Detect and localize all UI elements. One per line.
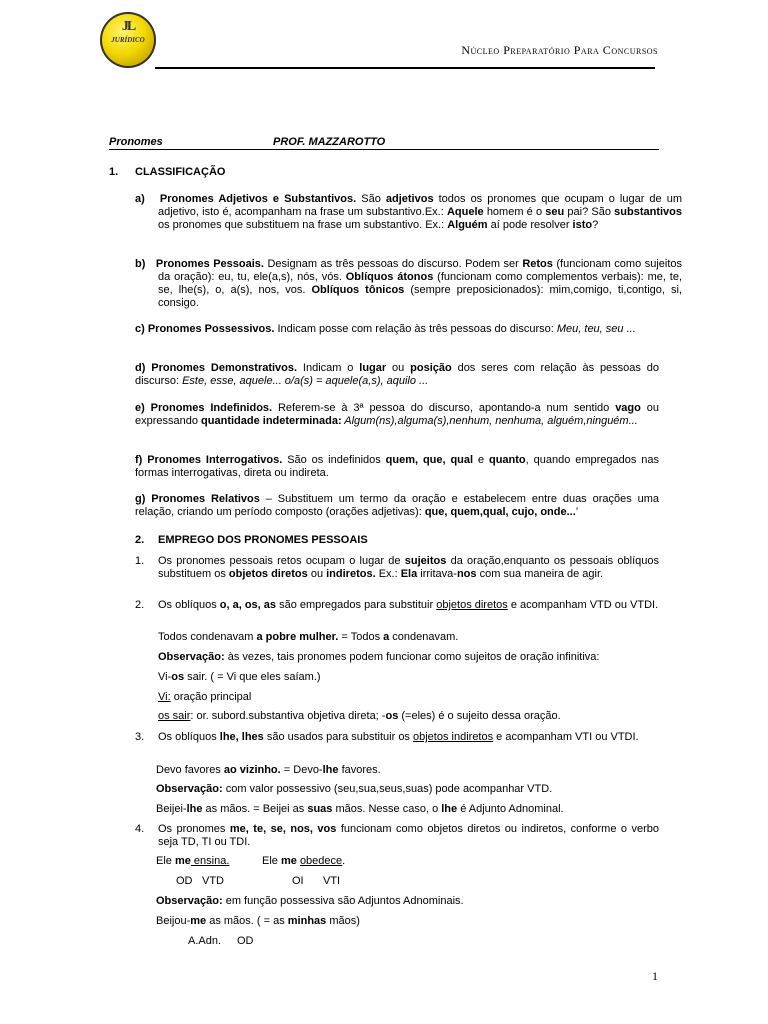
text: aí pode resolver — [487, 219, 573, 231]
explanation-line — [158, 710, 561, 723]
italic-text: Meu, teu, seu ... — [556, 323, 636, 335]
subject-topic: Pronomes — [109, 136, 163, 148]
bold-text: Oblíquos tônicos — [311, 284, 405, 296]
text: Vi- — [158, 671, 172, 683]
subject-divider — [109, 149, 659, 150]
bold-text: nos — [456, 568, 477, 580]
text: Os pronomes — [158, 823, 230, 835]
list-item-4 — [158, 823, 659, 849]
text: ou — [386, 362, 411, 374]
italic-text: Este, esse, aquele... o/a(s) = aquele(a,s), aquilo ... — [182, 375, 429, 387]
item-e — [135, 402, 659, 428]
text: – Substituem um termo da oração e estabelecem entre duas orações uma relação, criando um período composto (orações adjetivas): — [135, 493, 660, 518]
list-number-2: 2. — [135, 599, 145, 611]
text: (funcionam como complementos verbais): me, te, se, lhe(s), o, a(s), nos, vos. — [158, 271, 682, 296]
bold-text: me — [174, 855, 191, 867]
text: e — [473, 454, 489, 466]
text: dos seres com relação às pessoas do discurso: — [135, 362, 659, 387]
item-c — [135, 323, 659, 336]
bold-text: lhe, lhes — [219, 731, 264, 743]
text: as mãos. ( = as — [206, 915, 288, 927]
item-a — [135, 193, 682, 232]
bold-text: quanto — [488, 454, 526, 466]
text: . — [342, 855, 346, 867]
bold-text: Aquele — [446, 206, 484, 218]
text: mãos) — [326, 915, 360, 927]
syntax-label: OD — [176, 875, 193, 887]
bold-text: objetos diretos — [228, 568, 308, 580]
logo-text: JURÍDICO — [111, 36, 145, 44]
item-f — [135, 454, 659, 480]
example-line — [156, 764, 381, 777]
explanation-line — [158, 691, 251, 704]
item-g-heading: g) Pronomes Relativos — [135, 493, 260, 505]
text: (funcionam como sujeitos da oração): eu, tu, ele(a,s), nós, vós. — [158, 258, 683, 283]
item-f-heading: f) Pronomes Interrogativos. — [135, 454, 283, 466]
text: Ex.: — [375, 568, 401, 580]
text: = Devo- — [280, 764, 323, 776]
text: Referem-se à 3ª pessoa do discurso, apontando-a num sentido — [272, 402, 616, 414]
observation-label: Observação: — [156, 895, 223, 907]
text: Indicam posse com relação às três pessoas do discurso: — [274, 323, 557, 335]
item-a-label: a) — [135, 193, 145, 205]
example-line — [156, 803, 564, 816]
bold-text: sujeitos — [404, 555, 447, 567]
bold-text: a — [383, 631, 390, 643]
observation-line — [156, 895, 464, 908]
bold-text: posição — [410, 362, 452, 374]
list-number-4: 4. — [135, 823, 145, 835]
text: favores. — [338, 764, 381, 776]
bold-text: quem, que, qual — [385, 454, 474, 466]
italic-text: Algum(ns),alguma(s),nenhum, nenhuma, alguém,ninguém... — [341, 415, 638, 427]
bold-text: lhe — [186, 803, 203, 815]
text: com sua maneira de agir. — [476, 568, 604, 580]
text: é Adjunto Adnominal. — [457, 803, 564, 815]
text: são empregados para substituir — [276, 599, 437, 611]
text: funcionam como objetos diretos ou indiretos, conforme o verbo seja TD, TI ou TDI. — [158, 823, 659, 848]
text: da oração,enquanto os pessoais oblíquos substituem os — [158, 555, 659, 580]
text: em função possessiva são Adjuntos Adnominais. — [222, 895, 464, 907]
underlined-text: ensina. — [190, 855, 230, 867]
text: São os indefinidos — [282, 454, 386, 466]
bold-text: isto — [572, 219, 593, 231]
observation-label: Observação: — [156, 783, 223, 795]
text: sair. ( = Vi que eles saíam.) — [184, 671, 321, 683]
list-item-1 — [158, 555, 659, 581]
text: Beijou- — [156, 915, 191, 927]
syntax-label: VTD — [202, 875, 224, 887]
bold-text: lugar — [359, 362, 387, 374]
text: ’ — [575, 506, 579, 518]
text: às vezes, tais pronomes podem funcionar como sujeitos de oração infinitiva: — [224, 651, 600, 663]
text: : or. subord.substantiva objetiva direta; - — [190, 710, 386, 722]
bold-text: Ela — [400, 568, 418, 580]
bold-text: me, te, se, nos, vos — [229, 823, 337, 835]
text: Todos condenavam — [158, 631, 257, 643]
text: com valor possessivo (seu,sua,seus,suas) pode acompanhar VTD. — [222, 783, 553, 795]
item-g — [135, 493, 659, 519]
list-item-3 — [158, 731, 659, 744]
item-c-heading: c) Pronomes Possessivos. — [135, 323, 275, 335]
section1-title: CLASSIFICAÇÃO — [135, 166, 226, 178]
text: e acompanham VTD ou VTDI. — [507, 599, 659, 611]
text: Os pronomes pessoais retos ocupam o lugar de — [158, 555, 405, 567]
bold-text: ao vizinho. — [223, 764, 281, 776]
header-divider — [155, 67, 655, 69]
text: Beijei- — [156, 803, 187, 815]
logo-letters: JL — [121, 19, 135, 34]
item-b-label: b) — [135, 258, 146, 270]
text: todos os pronomes que ocupam o lugar de um adjetivo, isto é, acompanham na frase um substantivo.Ex.: — [158, 193, 682, 218]
example-line — [158, 631, 458, 644]
bold-text: Retos — [522, 258, 553, 270]
bold-text: a pobre mulher. — [256, 631, 339, 643]
item-b — [135, 258, 682, 310]
example-line — [156, 915, 360, 928]
text: Os oblíquos — [158, 599, 220, 611]
section2-title: EMPREGO DOS PRONOMES PESSOAIS — [158, 534, 368, 546]
subject-teacher: PROF. MAZZAROTTO — [273, 136, 386, 148]
text: Ele — [262, 855, 281, 867]
text: , quando empregados nas formas interrogativas, direta ou indireta. — [135, 454, 659, 479]
bold-text: os — [385, 710, 399, 722]
text: (sempre preposicionados): mim,comigo, ti,contigo, si, consigo. — [158, 284, 682, 309]
observation-line — [156, 783, 552, 796]
item-b-heading: Pronomes Pessoais. — [155, 258, 264, 270]
text: e acompanham VTI ou VTDI. — [493, 731, 639, 743]
item-d — [135, 362, 659, 388]
text: ? — [592, 219, 599, 231]
text: ou — [307, 568, 327, 580]
text: homem é o — [483, 206, 546, 218]
list-item-2 — [158, 599, 659, 612]
bold-text: Oblíquos átonos — [345, 271, 434, 283]
text: (=eles) é o sujeito dessa oração. — [398, 710, 561, 722]
observation-label: Observação: — [158, 651, 225, 663]
text: Devo favores — [156, 764, 224, 776]
text: Os oblíquos — [158, 731, 220, 743]
text: pai? São — [564, 206, 615, 218]
list-number-1: 1. — [135, 555, 145, 567]
bold-text: os — [171, 671, 185, 683]
underlined-text: objetos indiretos — [413, 731, 494, 743]
bold-text: me — [280, 855, 297, 867]
bold-text: vago — [615, 402, 641, 414]
syntax-label: VTI — [323, 875, 341, 887]
bold-text: minhas — [287, 915, 327, 927]
text: ou expressando — [135, 402, 660, 427]
text: oração principal — [170, 691, 252, 703]
text: Indicam o — [297, 362, 360, 374]
underlined-text: objetos diretos — [436, 599, 508, 611]
list-number-3: 3. — [135, 731, 145, 743]
example-line — [262, 855, 345, 868]
bold-text: substantivos — [614, 206, 682, 218]
underlined-text: os sair — [158, 710, 191, 722]
bold-text: me — [190, 915, 207, 927]
syntax-label: OD — [237, 935, 254, 947]
example-line — [156, 855, 229, 868]
observation-line — [158, 651, 599, 664]
example-line — [158, 671, 321, 684]
item-d-heading: d) Pronomes Demonstrativos. — [135, 362, 298, 374]
text: mãos. Nesse caso, o — [332, 803, 442, 815]
syntax-label: OI — [292, 875, 304, 887]
logo — [100, 12, 156, 68]
bold-text: adjetivos — [385, 193, 434, 205]
bold-text: lhe — [322, 764, 339, 776]
bold-text: o, a, os, as — [219, 599, 277, 611]
text: São — [356, 193, 386, 205]
text: = Todos — [338, 631, 384, 643]
text: são usados para substituir os — [263, 731, 413, 743]
bold-text: seu — [545, 206, 565, 218]
bold-text: quantidade indeterminada: — [201, 415, 342, 427]
section1-number: 1. — [109, 166, 119, 178]
text: condenavam. — [389, 631, 459, 643]
header-title: Núcleo Preparatório Para Concursos — [461, 43, 658, 57]
syntax-label: A.Adn. — [188, 935, 222, 947]
item-e-heading: e) Pronomes Indefinidos. — [135, 402, 273, 414]
text: Designam as três pessoas do discurso. Podem ser — [263, 258, 523, 270]
text: irritava- — [417, 568, 457, 580]
underlined-text: obedece — [299, 855, 343, 867]
bold-text: Alguém — [447, 219, 488, 231]
bold-text: que, quem,qual, cujo, onde... — [424, 506, 576, 518]
bold-text: indiretos. — [326, 568, 376, 580]
section2-number: 2. — [135, 534, 145, 546]
bold-text: lhe — [441, 803, 458, 815]
underlined-text: Vi: — [158, 691, 171, 703]
page-number: 1 — [652, 969, 658, 983]
bold-text: suas — [307, 803, 333, 815]
text: as mãos. = Beijei as — [202, 803, 308, 815]
text: Ele — [156, 855, 175, 867]
item-a-heading: Pronomes Adjetivos e Substantivos. — [159, 193, 357, 205]
text: os pronomes que substituem na frase um substantivo. Ex.: — [158, 219, 448, 231]
